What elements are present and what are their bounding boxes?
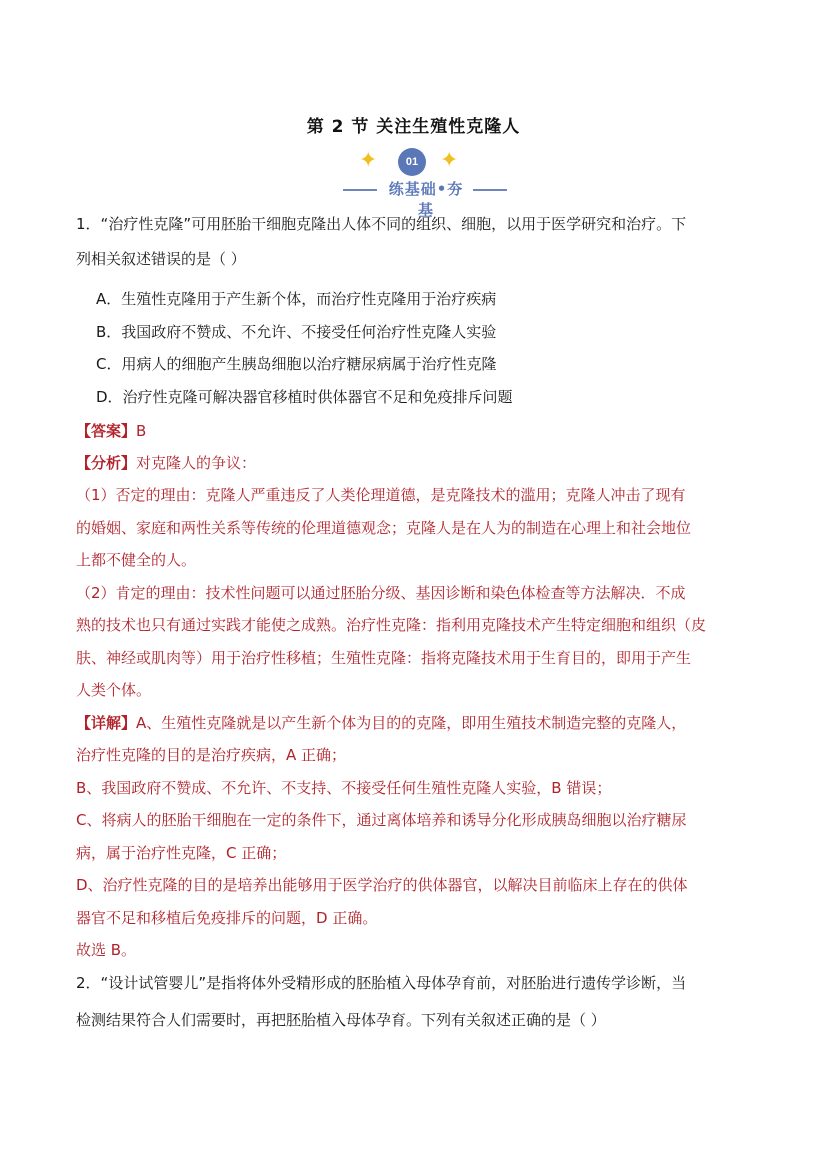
answer-value: B (136, 422, 147, 440)
detail-text: 器官不足和移植后免疫排斥的问题，D 正确。 (76, 909, 378, 927)
page-title: 第 2 节 关注生殖性克隆人 (306, 117, 521, 137)
analysis-text: 上都不健全的人。 (76, 551, 197, 569)
answer-line (76, 421, 146, 441)
detail-line (76, 713, 686, 733)
divider (343, 189, 377, 191)
detail-text: 病，属于治疗性克隆，C 正确； (76, 844, 287, 862)
detail-text: B、我国政府不赞成、不允许、不支持、不接受任何生殖性克隆人实验，B 错误； (76, 779, 612, 797)
answer-tag: 【答案】 (76, 422, 137, 440)
analysis-line (76, 453, 256, 473)
star-icon: ✦ (359, 148, 378, 173)
option-a: A．生殖性克隆用于产生新个体，而治疗性克隆用于治疗疾病 (96, 290, 497, 308)
question-2-text: 2．“设计试管婴儿”是指将体外受精形成的胚胎植入母体孕育前，对胚胎进行遗传学诊断，当 (76, 974, 687, 992)
analysis-tag: 【分析】 (76, 454, 137, 472)
option-c: C．用病人的细胞产生胰岛细胞以治疗糖尿病属于治疗性克隆 (96, 355, 497, 373)
conclusion-text: 故选 B。 (76, 941, 137, 959)
option-b: B．我国政府不赞成、不允许、不接受任何治疗性克隆人实验 (96, 323, 497, 341)
analysis-intro: 对克隆人的争议： (136, 454, 257, 472)
question-1-text-cont: 列相关叙述错误的是（ ） (76, 250, 246, 268)
detail-text: A、生殖性克隆就是以产生新个体为目的的克隆，即用生殖技术制造完整的克隆人， (136, 714, 687, 732)
option-d: D．治疗性克隆可解决器官移植时供体器官不足和免疫排斥问题 (96, 388, 513, 406)
section-number-badge: 01 (398, 148, 426, 176)
question-2-text-cont: 检测结果符合人们需要时，再把胚胎植入母体孕育。下列有关叙述正确的是（ ） (76, 1011, 606, 1029)
detail-text: C、将病人的胚胎干细胞在一定的条件下，通过离体培养和诱导分化形成胰岛细胞以治疗糖尿 (76, 811, 687, 829)
section-banner (333, 146, 508, 219)
analysis-text: （2）肯定的理由：技术性问题可以通过胚胎分级、基因诊断和染色体检查等方法解决．不成 (76, 584, 686, 602)
detail-text: D、治疗性克隆的目的是培养出能够用于医学治疗的供体器官，以解决目前临床上存在的供体 (76, 876, 688, 894)
analysis-text: 熟的技术也只有通过实践才能使之成熟。治疗性克隆：指利用克隆技术产生特定细胞和组织（皮 (76, 616, 707, 634)
analysis-text: （1）否定的理由：克隆人严重违反了人类伦理道德，是克隆技术的滥用；克隆人冲击了现有 (76, 486, 686, 504)
detail-text: 治疗性克隆的目的是治疗疾病，A 正确； (76, 746, 347, 764)
question-1-text: 1．“治疗性克隆”可用胚胎干细胞克隆出人体不同的组织、细胞，以用于医学研究和治疗。下 (76, 215, 687, 233)
star-icon: ✦ (440, 148, 459, 173)
section-label: 练基础•夯基 (388, 180, 464, 219)
analysis-text: 的婚姻、家庭和两性关系等传统的伦理道德观念；克隆人是在人为的制造在心理上和社会地位 (76, 519, 692, 537)
divider (473, 189, 507, 191)
analysis-text: 肤、神经或肌肉等）用于治疗性移植；生殖性克隆：指将克隆技术用于生育目的，即用于产生 (76, 649, 692, 667)
detail-tag: 【详解】 (76, 714, 137, 732)
analysis-text: 人类个体。 (76, 681, 152, 699)
